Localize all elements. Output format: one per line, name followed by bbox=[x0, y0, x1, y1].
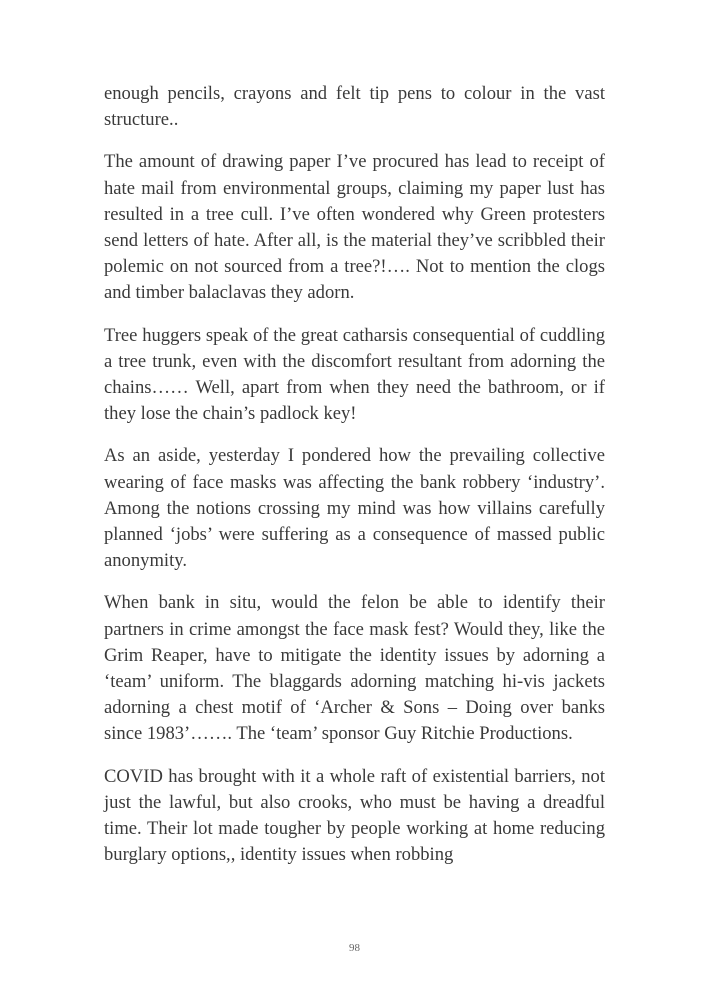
paragraph-covid: COVID has brought with it a whole raft of existential barriers, not just the lawful, but also crooks, who must be having a dreadful time. Their lot made tougher by people working at home reducing burglary options,, identity issues when robbing bbox=[104, 765, 605, 866]
paragraph-face-masks: As an aside, yesterday I pondered how the prevailing collective wearing of face masks was affecting the bank robbery ‘industry’. Among the notions crossing my mind was how villains carefully planned ‘jobs’ were suffering as a consequence of massed public anonymity. bbox=[104, 445, 605, 572]
paragraph-continuation: enough pencils, crayons and felt tip pens to colour in the vast structure.. bbox=[104, 83, 605, 131]
paragraph-tree-huggers: Tree huggers speak of the great catharsis consequential of cuddling a tree trunk, even with the discomfort resultant from adorning the chains…… Well, apart from when they need the bathroom, or if they lose the chain’s padlock key! bbox=[104, 324, 605, 425]
page-number: 98 bbox=[349, 942, 360, 954]
paragraph-drawing-paper: The amount of drawing paper I’ve procured has lead to receipt of hate mail from environmental groups, claiming my paper lust has resulted in a tree cull. I’ve often wondered why Green protesters send letters of hate. After all, is the material they’ve scribbled their polemic on not sourced from a tree?!…. Not to mention the clogs and timber balaclavas they adorn. bbox=[104, 151, 605, 304]
page-body bbox=[104, 81, 605, 884]
paragraph-bank-in-situ: When bank in situ, would the felon be able to identify their partners in crime amongst the face mask fest? Would they, like the Grim Reaper, have to mitigate the identity issues by adorning a ‘team’ uniform. The blaggards adorning matching hi-vis jackets adorning a chest motif of ‘Archer & Sons – Doing over banks since 1983’……. The ‘team’ sponsor Guy Ritchie Productions. bbox=[104, 592, 605, 745]
